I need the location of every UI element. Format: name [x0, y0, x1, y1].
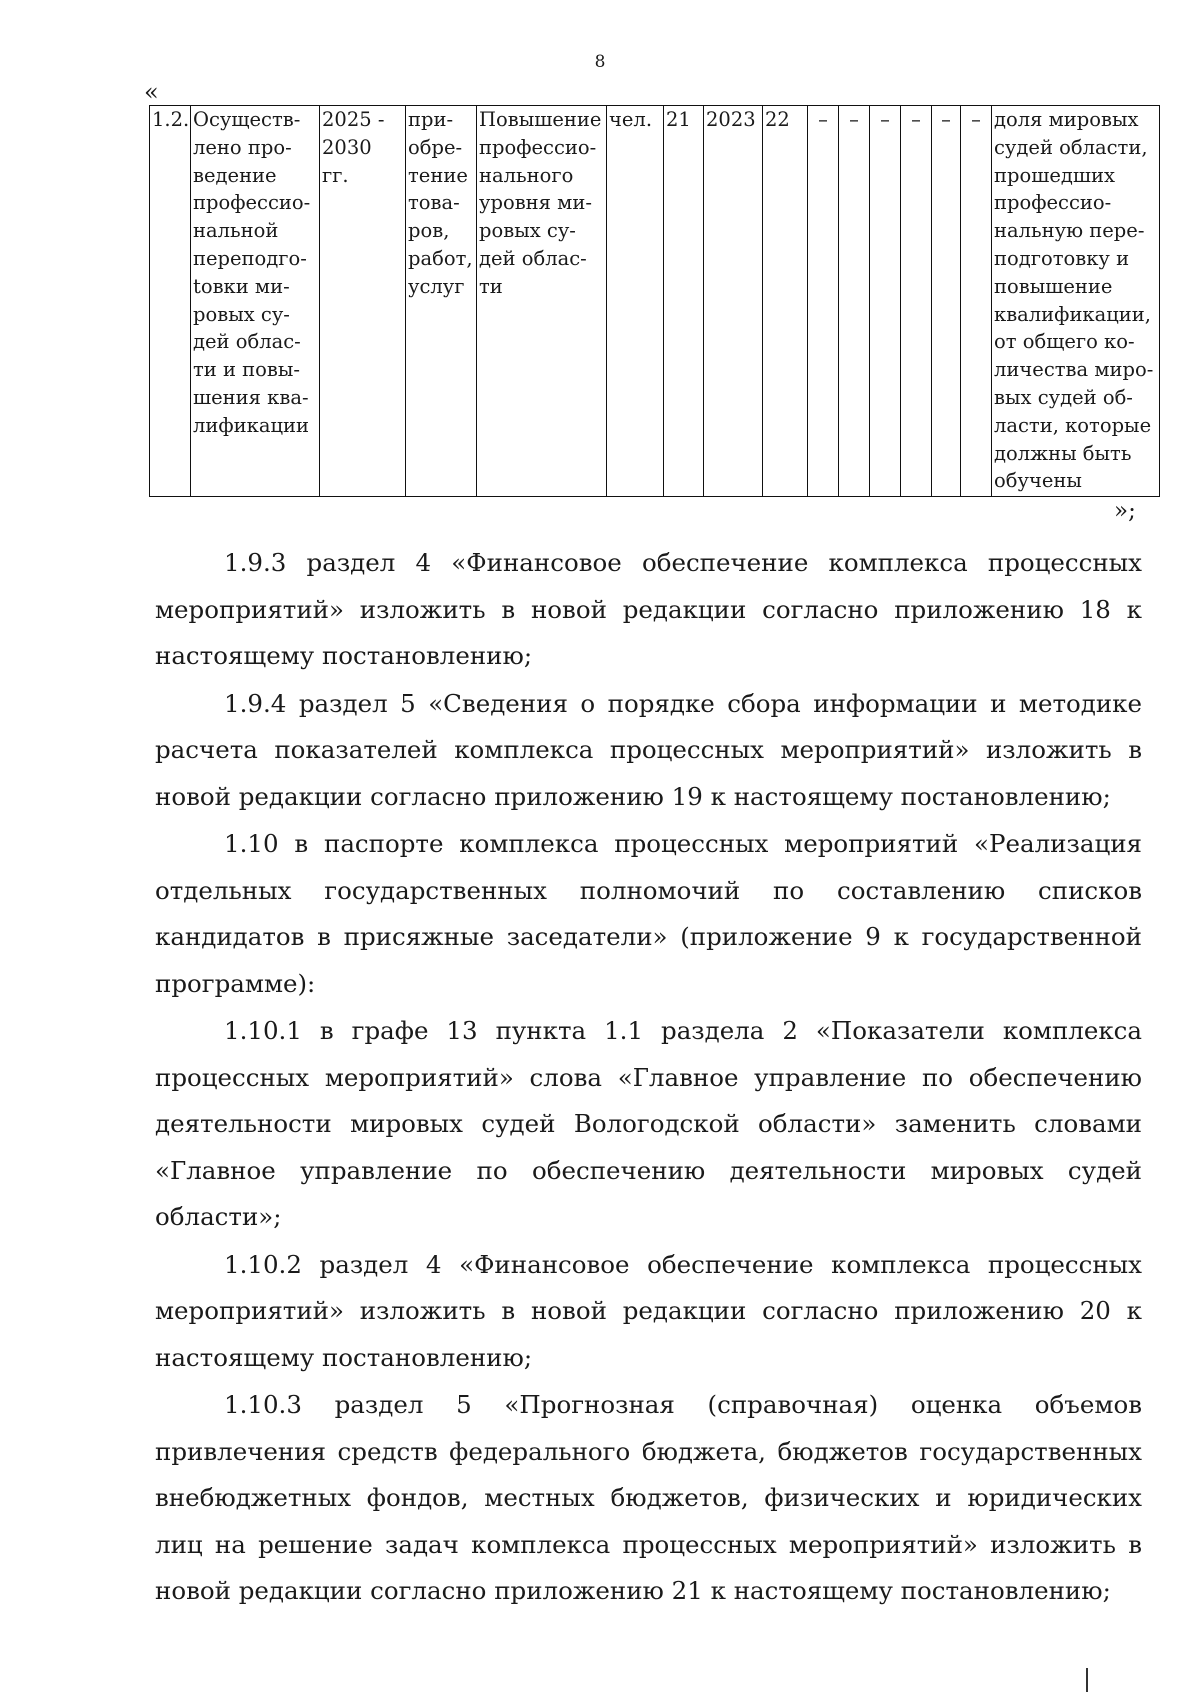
base-year-cell: 2023 [704, 106, 763, 497]
opening-quote: « [144, 78, 159, 106]
value-cell-1: 22 [763, 106, 808, 497]
characteristic-cell: Повышение профессио- нального уровня ми- ровых су- дей облас- ти [477, 106, 607, 497]
paragraph-1-10-3: 1.10.3 раздел 5 «Прогнозная (справочная) оценка объемов привлечения средств федерального бюджета, бюджетов государственных внебюджетных фондов, местных бюджетов, физических и юридических лиц на решение задач комплекса процессных мероприятий» изложить в новой редакции согласно приложению 21 к настоящему постановлению; [155, 1390, 1142, 1605]
value-cell-5: – [901, 106, 932, 497]
base-value-cell: 21 [664, 106, 704, 497]
indicators-table [149, 105, 1160, 497]
value-cell-2: – [808, 106, 839, 497]
unit-cell: чел. [607, 106, 664, 497]
scan-mark [1086, 1668, 1088, 1692]
value-cell-7: – [961, 106, 992, 497]
value-cell-4: – [870, 106, 901, 497]
value-cell-6: – [932, 106, 961, 497]
indicator-description-cell: доля мировых судей области, прошедших профессио- нальную пере- подготовку и повышение квалификации, от общего ко- личества миро- вых судей об- ласти, которые должны быть обучены [992, 106, 1160, 497]
document-body [155, 540, 1142, 1616]
paragraph-1-10-1: 1.10.1 в графе 13 пункта 1.1 раздела 2 «Показатели комплекса процессных мероприятий» слова «Главное управление по обеспечению деятельности мировых судей Вологодской области» заменить словами «Главное управление по обеспечению деятельности мировых судей области»; [155, 1016, 1142, 1231]
page-number: 8 [594, 52, 606, 72]
closing-quote: »; [1114, 498, 1136, 524]
paragraph-1-10: 1.10 в паспорте комплекса процессных мероприятий «Реализация отдельных государственных полномочий по составлению списков кандидатов в присяжные заседатели» (приложение 9 к государственной программе): [155, 829, 1142, 998]
value-cell-3: – [839, 106, 870, 497]
type-cell: при- обре- тение това- ров, работ, услуг [406, 106, 477, 497]
row-number-cell: 1.2. [150, 106, 191, 497]
result-cell: Осуществ- лено про- ведение профессио- нальной переподго- tовки ми- ровых су- дей облас- ти и повы- шения ква- лификации [191, 106, 320, 497]
paragraph-1-9-4: 1.9.4 раздел 5 «Сведения о порядке сбора информации и методике расчета показателей комплекса процессных мероприятий» изложить в новой редакции согласно приложению 19 к настоящему постановлению; [155, 688, 1142, 811]
table-row [150, 106, 1160, 497]
period-cell: 2025 - 2030 гг. [320, 106, 406, 497]
paragraph-1-9-3: 1.9.3 раздел 4 «Финансовое обеспечение комплекса процессных мероприятий» изложить в новой редакции согласно приложению 18 к настоящему постановлению; [155, 548, 1142, 670]
paragraph-1-10-2: 1.10.2 раздел 4 «Финансовое обеспечение комплекса процессных мероприятий» изложить в новой редакции согласно приложению 20 к настоящему постановлению; [155, 1249, 1142, 1372]
